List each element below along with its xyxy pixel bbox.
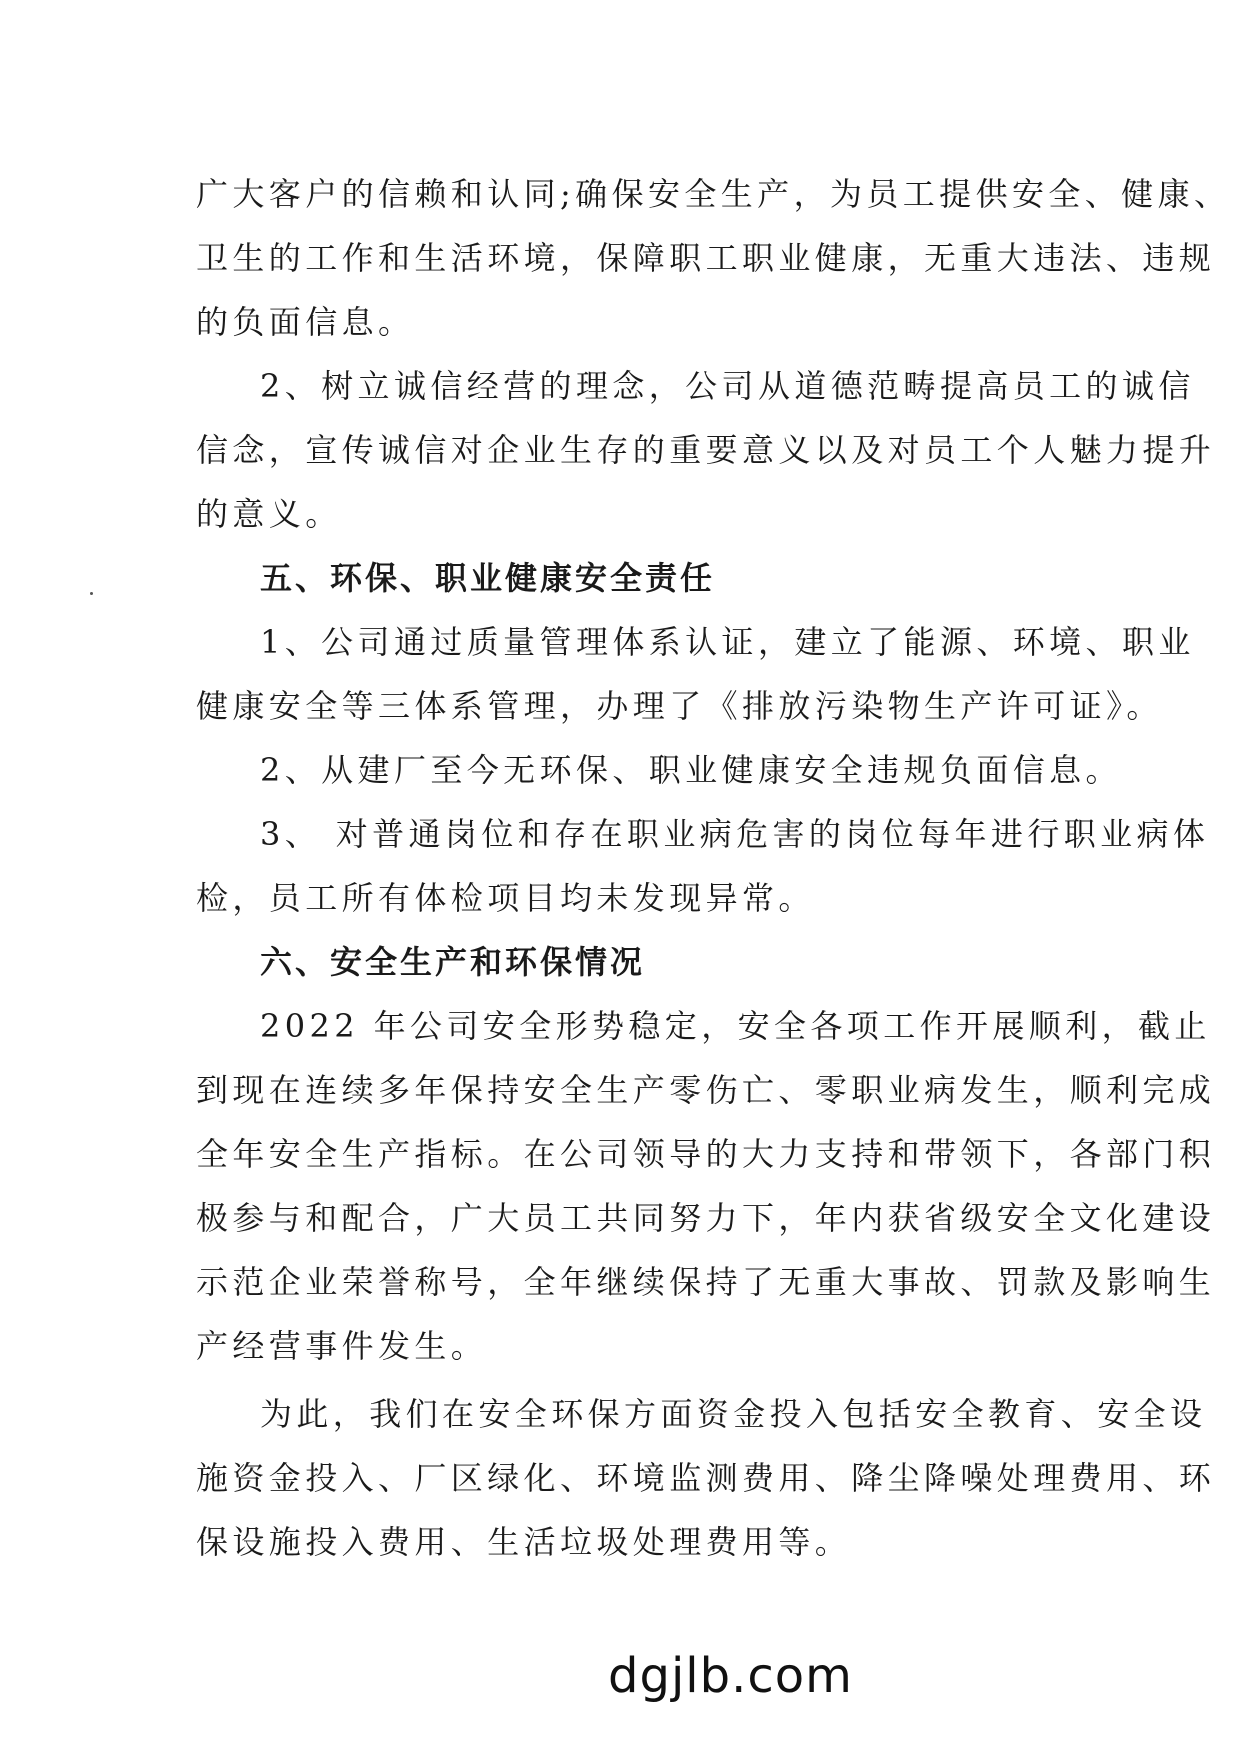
- paragraph-line: 信念，宣传诚信对企业生存的重要意义以及对员工个人魅力提升: [196, 431, 1216, 469]
- paragraph-line: 产经营事件发生。: [196, 1327, 488, 1365]
- paragraph-line: 的负面信息。: [196, 303, 415, 341]
- scan-speck: [90, 592, 93, 595]
- paragraph-line: 检，员工所有体检项目均未发现异常。: [196, 879, 815, 917]
- paragraph-line: 2、从建厂至今无环保、职业健康安全违规负面信息。: [260, 751, 1122, 789]
- paragraph-line: 保设施投入费用、生活垃圾处理费用等。: [196, 1523, 852, 1561]
- watermark-text: dgjlb.com: [608, 1648, 853, 1704]
- paragraph-line: 2022 年公司安全形势稳定，安全各项工作开展顺利，截止: [260, 1007, 1211, 1045]
- document-body: [196, 162, 1231, 1574]
- paragraph-line: 卫生的工作和生活环境，保障职工职业健康，无重大违法、违规: [196, 239, 1216, 277]
- section-heading-5: 五、环保、职业健康安全责任: [260, 559, 716, 597]
- paragraph-line: 全年安全生产指标。在公司领导的大力支持和带领下，各部门积: [196, 1135, 1216, 1173]
- paragraph-line: 为此，我们在安全环保方面资金投入包括安全教育、安全设: [260, 1395, 1207, 1433]
- paragraph-line: 极参与和配合，广大员工共同努力下，年内获省级安全文化建设: [196, 1199, 1216, 1237]
- paragraph-line: 2、树立诚信经营的理念，公司从道德范畴提高员工的诚信: [260, 367, 1195, 405]
- paragraph-line: 健康安全等三体系管理，办理了《排放污染物生产许可证》。: [196, 687, 1163, 725]
- paragraph-line: 3、 对普通岗位和存在职业病危害的岗位每年进行职业病体: [260, 815, 1210, 853]
- paragraph-line: 1、公司通过质量管理体系认证，建立了能源、环境、职业: [260, 623, 1195, 661]
- paragraph-line: 施资金投入、厂区绿化、环境监测费用、降尘降噪处理费用、环: [196, 1459, 1216, 1497]
- paragraph-line: 的意义。: [196, 495, 342, 533]
- section-heading-6: 六、安全生产和环保情况: [260, 943, 646, 981]
- paragraph-line: 到现在连续多年保持安全生产零伤亡、零职业病发生，顺利完成: [196, 1071, 1216, 1109]
- paragraph-line: 广大客户的信赖和认同;确保安全生产，为员工提供安全、健康、: [196, 175, 1231, 213]
- paragraph-line: 示范企业荣誉称号，全年继续保持了无重大事故、罚款及影响生: [196, 1263, 1216, 1301]
